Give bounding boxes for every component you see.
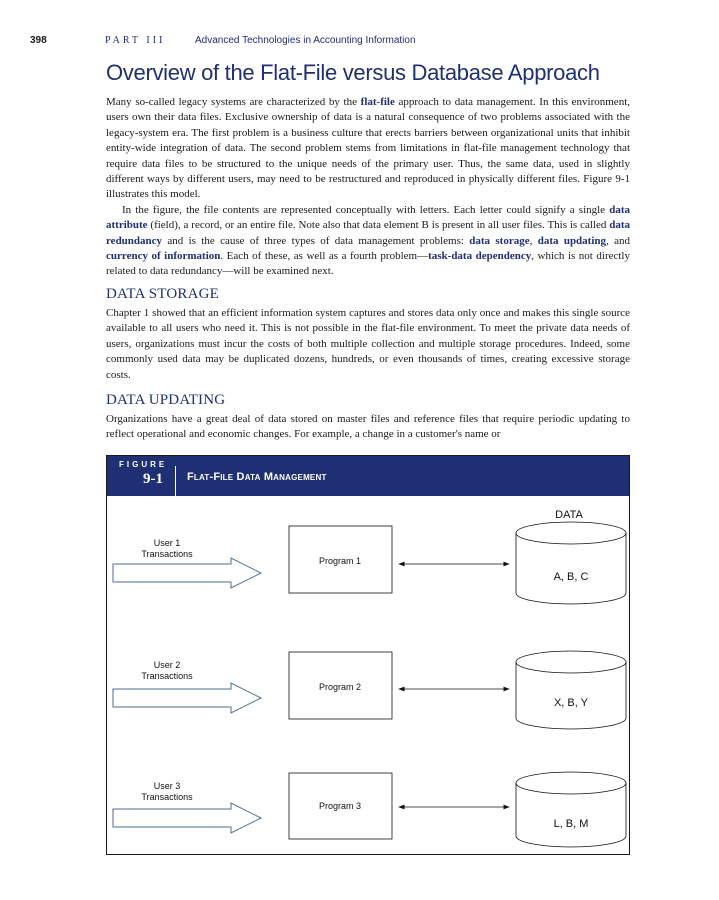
page-number: 398 — [30, 35, 47, 46]
body-paragraphs — [106, 95, 630, 280]
user-3-line2: Transactions — [141, 792, 193, 802]
paragraph-1: Many so-called legacy systems are characterized by the flat-file approach to data management. In this environment, users own their data files. Exclusive ownership of data is a natural consequence of two problems associated with the legacy-system era. The first problem is a business culture that erects barriers between organizational units that inhibit entity-wide integration of data. The second problem stems from limitations in flat-file management technology that require data files to be structured to the unique needs of the primary user. Thus, the same data, used in slightly different ways by different users, may need to be restructured and reproduced in physically different files. Figure 9-1 illustrates this model. — [106, 96, 630, 201]
program-2-label: Program 2 — [318, 682, 362, 692]
program-3-label: Program 3 — [318, 801, 362, 811]
part-label: PART III — [105, 35, 166, 46]
data-label: DATA — [555, 509, 583, 521]
keyword-currency-of-information: currency of information — [106, 250, 221, 263]
keyword-data-storage: data storage — [469, 234, 530, 247]
keyword-data-updating: data updating — [537, 234, 607, 247]
row-3 — [113, 772, 626, 847]
page-title: Overview of the Flat-File versus Database Approach — [106, 60, 600, 85]
flat-file-diagram — [107, 496, 631, 856]
row-2 — [113, 651, 626, 729]
data-storage-text: Chapter 1 showed that an efficient information system captures and stores data only once and makes this single source available to all users who need it. This is not possible in the flat-file environment. To meet the private data needs of users, organizations must incur the costs of both multiple collection and multiple storage procedures. Indeed, some commonly used data may be duplicated dozens, hundreds, or even thousands of times, creating excessive storage costs. — [106, 307, 630, 381]
heading-data-updating: DATA UPDATING — [106, 392, 226, 408]
program-1-label: Program 1 — [318, 556, 362, 566]
transaction-arrow-1 — [113, 558, 261, 588]
transaction-arrow-3 — [113, 803, 261, 833]
user-2-line1: User 2 — [153, 660, 181, 670]
transaction-arrow-2 — [113, 683, 261, 713]
figure-number: 9-1 — [143, 471, 163, 487]
database-1-icon — [516, 522, 626, 604]
figure-divider — [175, 466, 176, 496]
database-2-icon — [516, 651, 626, 729]
row-1 — [113, 522, 626, 604]
user-3-line1: User 3 — [153, 781, 181, 791]
user-1-line1: User 1 — [153, 538, 181, 548]
running-title: Advanced Technologies in Accounting Information — [195, 35, 416, 46]
database-3-icon — [516, 772, 626, 847]
user-1-line2: Transactions — [141, 549, 193, 559]
keyword-flat-file: flat-file — [360, 96, 395, 108]
user-2-line2: Transactions — [141, 671, 193, 681]
database-1-contents: A, B, C — [553, 571, 589, 583]
keyword-data-redundancy: data redundancy — [106, 219, 630, 247]
figure-9-1 — [106, 455, 630, 855]
heading-data-storage: DATA STORAGE — [106, 286, 220, 302]
keyword-task-data-dependency: task-data dependency — [428, 250, 532, 263]
database-2-contents: X, B, Y — [553, 697, 589, 709]
figure-title: Flat-File Data Management — [187, 471, 327, 483]
paragraph-2: In the figure, the file contents are represented conceptually with letters. Each letter could signify a single data attribute (field), a record, or an entire file. Note also that data element B is present in all user files. This is called data redundancy and is the cause of three types of data management problems: data storage, data updating, and currency of information. Each of these, as well as a fourth problem—task-data dependency, which is not directly related to data redundancy—will be examined next. — [106, 203, 630, 278]
figure-label: FIGURE — [119, 460, 168, 469]
figure-header — [107, 456, 629, 496]
data-updating-text: Organizations have a great deal of data stored on master files and reference files that require periodic updating to reflect operational and economic changes. For example, a change in a customer's name or — [106, 413, 630, 441]
keyword-data-attribute: data attribute — [106, 203, 630, 232]
database-3-contents: L, B, M — [553, 818, 589, 830]
